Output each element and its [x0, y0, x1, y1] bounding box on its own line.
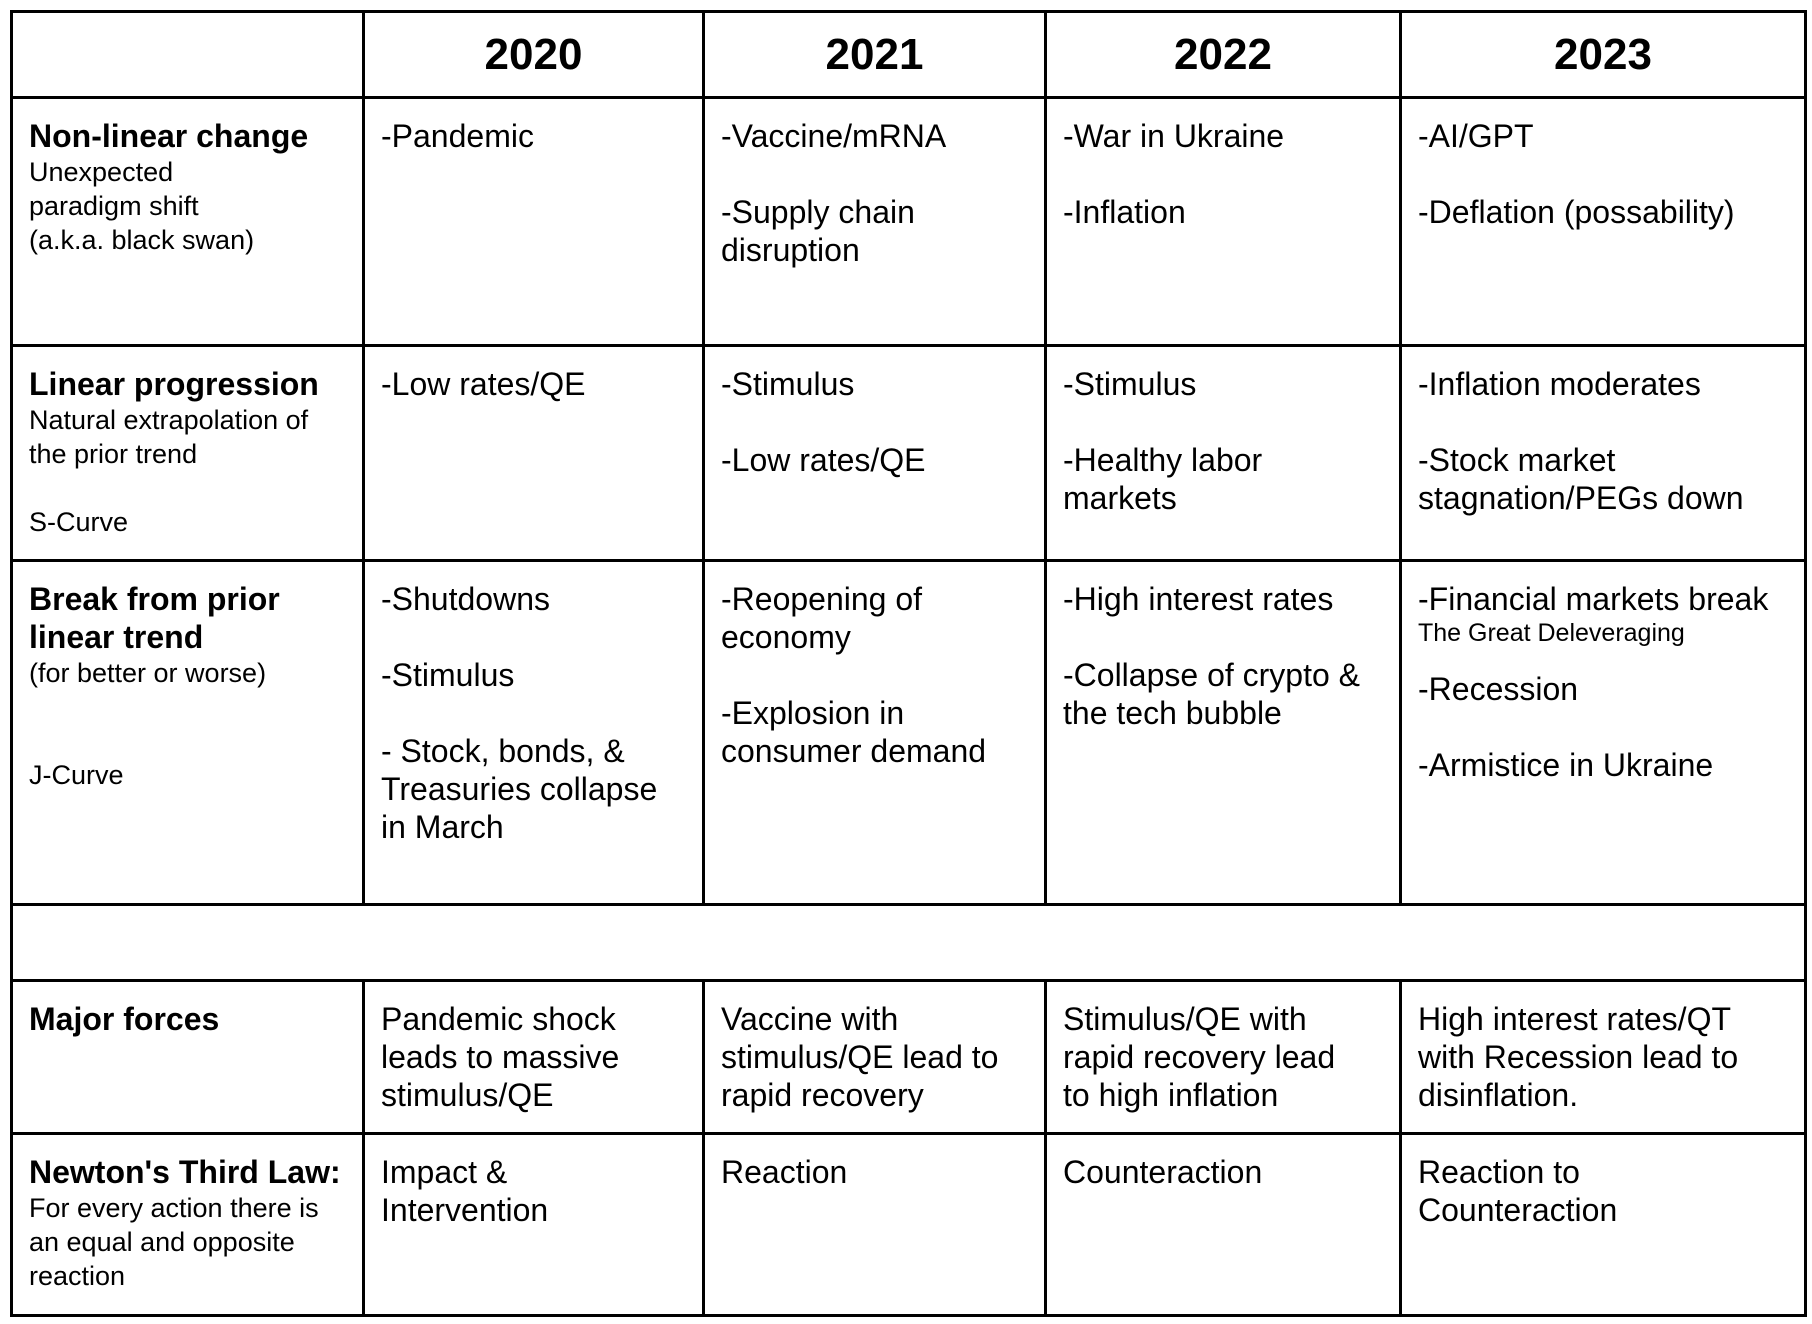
cell-entry: -Inflation: [1063, 194, 1186, 230]
cell-nonlinear-2021: [704, 98, 1046, 346]
cell-text: High interest rates/QT with Recession lead to disinflation.: [1418, 1001, 1739, 1113]
cell-entry: -Stimulus: [721, 366, 855, 402]
cell-forces-2021: [704, 981, 1046, 1134]
cell-text: Pandemic shock leads to massive stimulus/QE: [381, 1001, 620, 1113]
cell-entry: -Shutdowns: [381, 581, 550, 617]
cell-break-2022: [1046, 561, 1401, 905]
row-label-nonlinear: [12, 98, 364, 346]
year-header-2023: 2023: [1401, 12, 1806, 98]
cell-entry: -Supply chain disruption: [721, 194, 915, 268]
cell-linear-2021: [704, 346, 1046, 561]
cell-nonlinear-2020: [364, 98, 704, 346]
cell-text: Vaccine with stimulus/QE lead to rapid recovery: [721, 1001, 999, 1113]
row-label-newton: [12, 1134, 364, 1316]
cell-entry: -Reopening of economy: [721, 581, 923, 655]
cell-linear-2022: [1046, 346, 1401, 561]
row-break-from-trend: [12, 561, 1806, 905]
row-major-forces: [12, 981, 1806, 1134]
cell-text: Stimulus/QE with rapid recovery lead to high inflation: [1063, 1001, 1336, 1113]
cell-entry: -Stimulus: [1063, 366, 1197, 402]
cell-linear-2020: [364, 346, 704, 561]
cell-linear-2023: [1401, 346, 1806, 561]
row-curve-label: J-Curve: [29, 760, 124, 790]
year-header-2021: 2021: [704, 12, 1046, 98]
header-row: [12, 12, 1806, 98]
cell-entry: -Deflation (possability): [1418, 194, 1735, 230]
cell-newton-2023: [1401, 1134, 1806, 1316]
cell-forces-2020: [364, 981, 704, 1134]
cell-entry: -Collapse of crypto & the tech bubble: [1063, 657, 1361, 731]
row-subtitle: (for better or worse): [29, 658, 267, 688]
cell-entry: -AI/GPT: [1418, 118, 1534, 154]
cell-break-2020: [364, 561, 704, 905]
cell-text: Impact & Intervention: [381, 1154, 549, 1228]
row-title: Non-linear change: [29, 118, 309, 154]
cell-entry: -Stimulus: [381, 657, 515, 693]
year-header-2022: 2022: [1046, 12, 1401, 98]
cell-entry: -War in Ukraine: [1063, 118, 1285, 154]
row-newtons-third-law: [12, 1134, 1806, 1316]
cell-entry-note: The Great Deleveraging: [1418, 619, 1685, 647]
row-curve-label: S-Curve: [29, 507, 129, 537]
row-label-break: [12, 561, 364, 905]
comparison-table-wrapper: [10, 10, 1807, 1317]
row-subtitle: Unexpected paradigm shift: [29, 157, 199, 221]
spacer-row: [12, 905, 1806, 981]
cell-break-2021: [704, 561, 1046, 905]
row-linear-progression: [12, 346, 1806, 561]
cell-newton-2021: [704, 1134, 1046, 1316]
cell-entry: -Explosion in consumer demand: [721, 695, 987, 769]
cell-newton-2022: [1046, 1134, 1401, 1316]
row-subtitle: Natural extrapolation of the prior trend: [29, 405, 309, 469]
year-header-2020: 2020: [364, 12, 704, 98]
row-nonlinear-change: [12, 98, 1806, 346]
cell-entry: -Low rates/QE: [721, 442, 926, 478]
row-label-linear: [12, 346, 364, 561]
row-title: Major forces: [29, 1001, 220, 1037]
cell-forces-2023: [1401, 981, 1806, 1134]
cell-entry: -High interest rates: [1063, 581, 1334, 617]
row-description: For every action there is an equal and opposite reaction: [29, 1193, 319, 1291]
cell-entry: -Healthy labor markets: [1063, 442, 1263, 516]
cell-entry: -Recession: [1418, 671, 1579, 707]
cell-text: Counteraction: [1063, 1154, 1263, 1190]
row-title: Newton's Third Law:: [29, 1154, 341, 1190]
forces-by-year-table: [10, 10, 1807, 1317]
cell-entry: -Pandemic: [381, 118, 534, 154]
cell-entry: -Inflation moderates: [1418, 366, 1701, 402]
cell-newton-2020: [364, 1134, 704, 1316]
row-label-forces: [12, 981, 364, 1134]
spacer-cell: [12, 905, 1806, 981]
cell-entry: -Low rates/QE: [381, 366, 586, 402]
row-subtitle-note: (a.k.a. black swan): [29, 225, 255, 255]
cell-nonlinear-2022: [1046, 98, 1401, 346]
corner-cell: [12, 12, 364, 98]
cell-break-2023: [1401, 561, 1806, 905]
cell-text: Reaction: [721, 1154, 848, 1190]
cell-entry: - Stock, bonds, & Treasuries collapse in March: [381, 733, 658, 845]
cell-nonlinear-2023: [1401, 98, 1806, 346]
cell-entry: -Stock market stagnation/PEGs down: [1418, 442, 1744, 516]
cell-entry: -Vaccine/mRNA: [721, 118, 947, 154]
cell-entry: -Armistice in Ukraine: [1418, 747, 1714, 783]
row-title: Break from prior linear trend: [29, 581, 280, 655]
cell-forces-2022: [1046, 981, 1401, 1134]
cell-text: Reaction to Counteraction: [1418, 1154, 1618, 1228]
cell-entry: -Financial markets break: [1418, 581, 1769, 617]
row-title: Linear progression: [29, 366, 319, 402]
